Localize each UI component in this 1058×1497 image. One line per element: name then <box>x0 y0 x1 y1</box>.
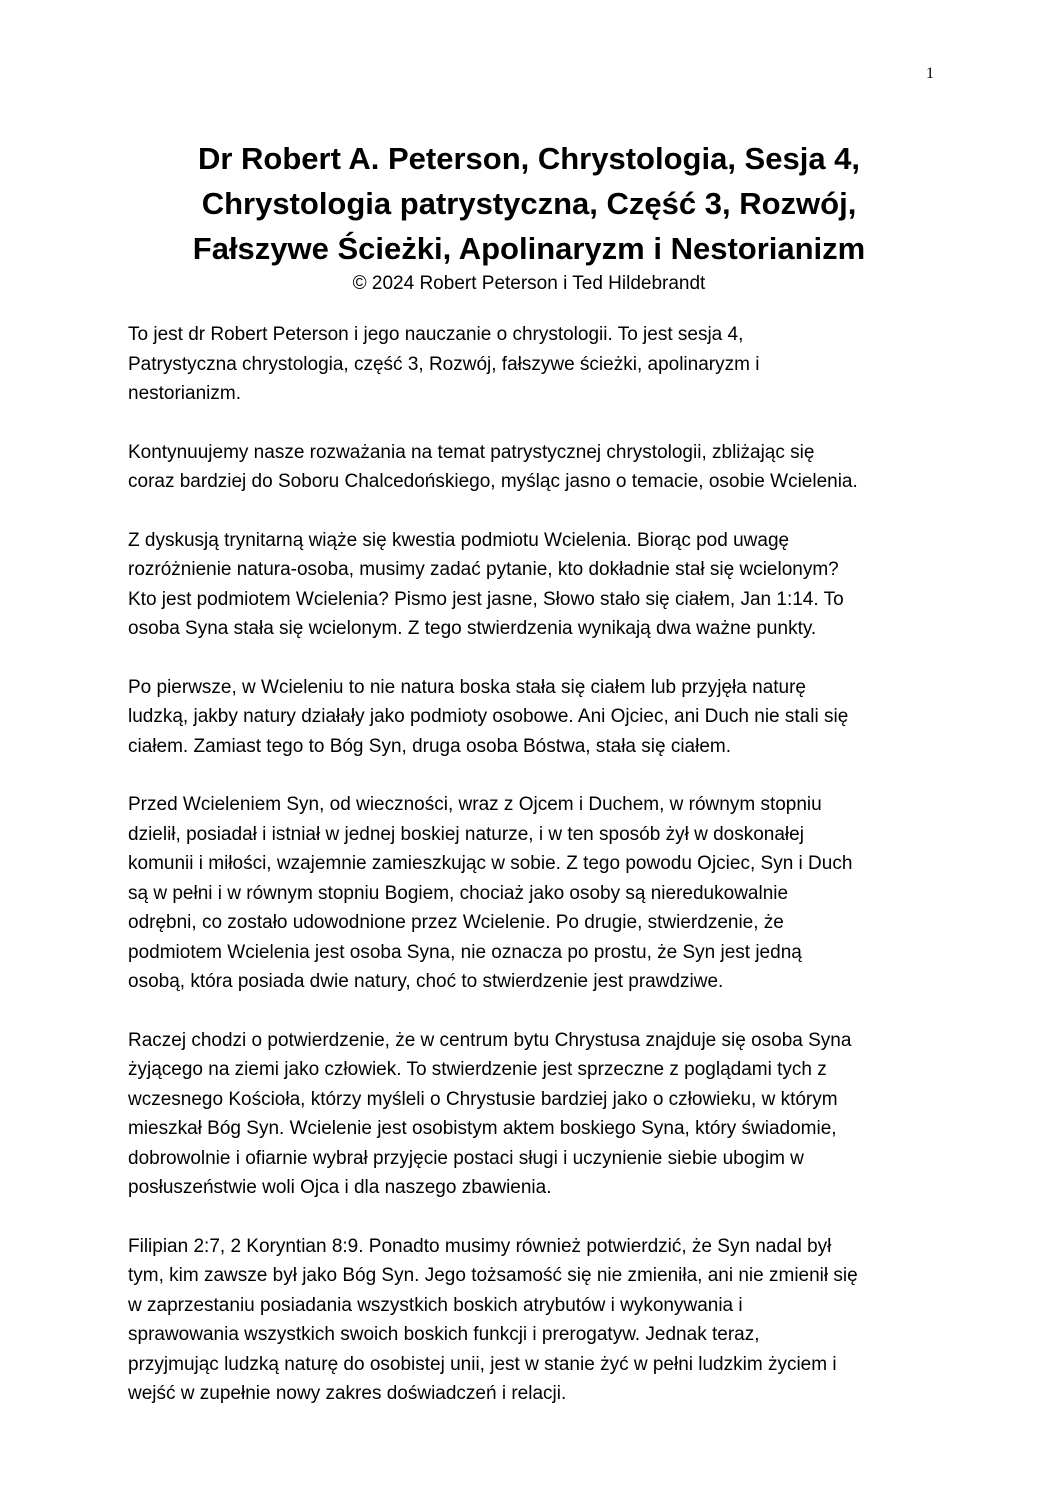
text-line: komunii i miłości, wzajemnie zamieszkując w sobie. Z tego powodu Ojciec, Syn i Duch <box>128 853 853 874</box>
text-line: osobą, która posiada dwie natury, choć to stwierdzenie jest prawdziwe. <box>128 971 724 992</box>
text-line: przyjmując ludzką naturę do osobistej unii, jest w stanie żyć w pełni ludzkim życiem i <box>128 1353 837 1375</box>
text-line: odrębni, co zostało udowodnione przez Wcielenie. Po drugie, stwierdzenie, że <box>128 912 784 933</box>
text-line: Raczej chodzi o potwierdzenie, że w centrum bytu Chrystusa znajduje się osoba Syna <box>128 1029 852 1051</box>
text-line: w zaprzestaniu posiadania wszystkich boskich atrybutów i wykonywania i <box>128 1294 743 1316</box>
page-number: 1 <box>926 65 934 82</box>
text-line: dzielił, posiadał i istniał w jednej boskiej naturze, i w ten sposób żył w doskonałej <box>128 823 804 845</box>
text-line: mieszkał Bóg Syn. Wcielenie jest osobistym aktem boskiego Syna, który świadomie, <box>128 1118 837 1139</box>
text-line: posłuszeństwie woli Ojca i dla naszego zbawienia. <box>128 1177 552 1198</box>
copyright-notice: © 2024 Robert Peterson i Ted Hildebrandt <box>352 273 706 294</box>
text-line: dobrowolnie i ofiarnie wybrał przyjęcie postaci sługi i uczynienie siebie ubogim w <box>128 1147 804 1169</box>
text-line: są w pełni i w równym stopniu Bogiem, chociaż jako osoby są nieredukowalnie <box>128 882 789 904</box>
text-line: Po pierwsze, w Wcieleniu to nie natura boska stała się ciałem lub przyjęła naturę <box>128 676 806 698</box>
document-header <box>90 136 968 297</box>
text-line: Patrystyczna chrystologia, część 3, Rozwój, fałszywe ścieżki, apolinaryzm i <box>128 353 760 375</box>
text-line: podmiotem Wcielenia jest osoba Syna, nie oznacza po prostu, że Syn jest jedną <box>128 941 802 963</box>
text-line: wejść w zupełnie nowy zakres doświadczeń i relacji. <box>128 1383 567 1404</box>
title-line-3: Fałszywe Ścieżki, Apolinaryzm i Nestorianizm <box>192 231 866 266</box>
text-line: żyjącego na ziemi jako człowiek. To stwierdzenie jest sprzeczne z poglądami tych z <box>128 1059 827 1080</box>
text-line: osoba Syna stała się wcielonym. Z tego stwierdzenia wynikają dwa ważne punkty. <box>128 618 817 639</box>
text-line: coraz bardziej do Soboru Chalcedońskiego, myśląc jasno o temacie, osobie Wcielenia. <box>128 471 858 492</box>
title-line-1: Dr Robert A. Peterson, Chrystologia, Sesja 4, <box>197 141 861 176</box>
text-line: ciałem. Zamiast tego to Bóg Syn, druga osoba Bóstwa, stała się ciałem. <box>128 735 732 757</box>
text-line: Kto jest podmiotem Wcielenia? Pismo jest jasne, Słowo stało się ciałem, Jan 1:14. To <box>128 588 844 610</box>
paragraph-5 <box>128 790 934 997</box>
paragraph-4 <box>128 673 934 762</box>
paragraph-2 <box>128 438 934 497</box>
paragraph-1 <box>128 320 934 409</box>
text-line: Filipian 2:7, 2 Koryntian 8:9. Ponadto musimy również potwierdzić, że Syn nadal był <box>128 1235 832 1257</box>
title-line-2: Chrystologia patrystyczna, Część 3, Rozwój, <box>201 186 857 221</box>
text-line: nestorianizm. <box>128 383 241 404</box>
text-line: tym, kim zawsze był jako Bóg Syn. Jego tożsamość się nie zmieniła, ani nie zmienił się <box>128 1265 858 1286</box>
text-line: Kontynuujemy nasze rozważania na temat patrystycznej chrystologii, zbliżając się <box>128 441 815 463</box>
document-body <box>128 320 934 1438</box>
paragraph-7 <box>128 1232 934 1409</box>
text-line: wczesnego Kościoła, którzy myśleli o Chrystusie bardziej jako o człowieku, w którym <box>128 1088 838 1110</box>
text-line: Przed Wcieleniem Syn, od wieczności, wraz z Ojcem i Duchem, w równym stopniu <box>128 794 822 815</box>
paragraph-3 <box>128 526 934 644</box>
text-line: Z dyskusją trynitarną wiąże się kwestia podmiotu Wcielenia. Biorąc pod uwagę <box>128 529 790 551</box>
text-line: rozróżnienie natura-osoba, musimy zadać pytanie, kto dokładnie stał się wcielonym? <box>128 559 839 580</box>
text-line: sprawowania wszystkich swoich boskich funkcji i prerogatyw. Jednak teraz, <box>128 1324 760 1345</box>
paragraph-6 <box>128 1026 934 1203</box>
text-line: To jest dr Robert Peterson i jego nauczanie o chrystologii. To jest sesja 4, <box>128 324 744 345</box>
text-line: ludzką, jakby natury działały jako podmioty osobowe. Ani Ojciec, ani Duch nie stali się <box>128 706 849 727</box>
